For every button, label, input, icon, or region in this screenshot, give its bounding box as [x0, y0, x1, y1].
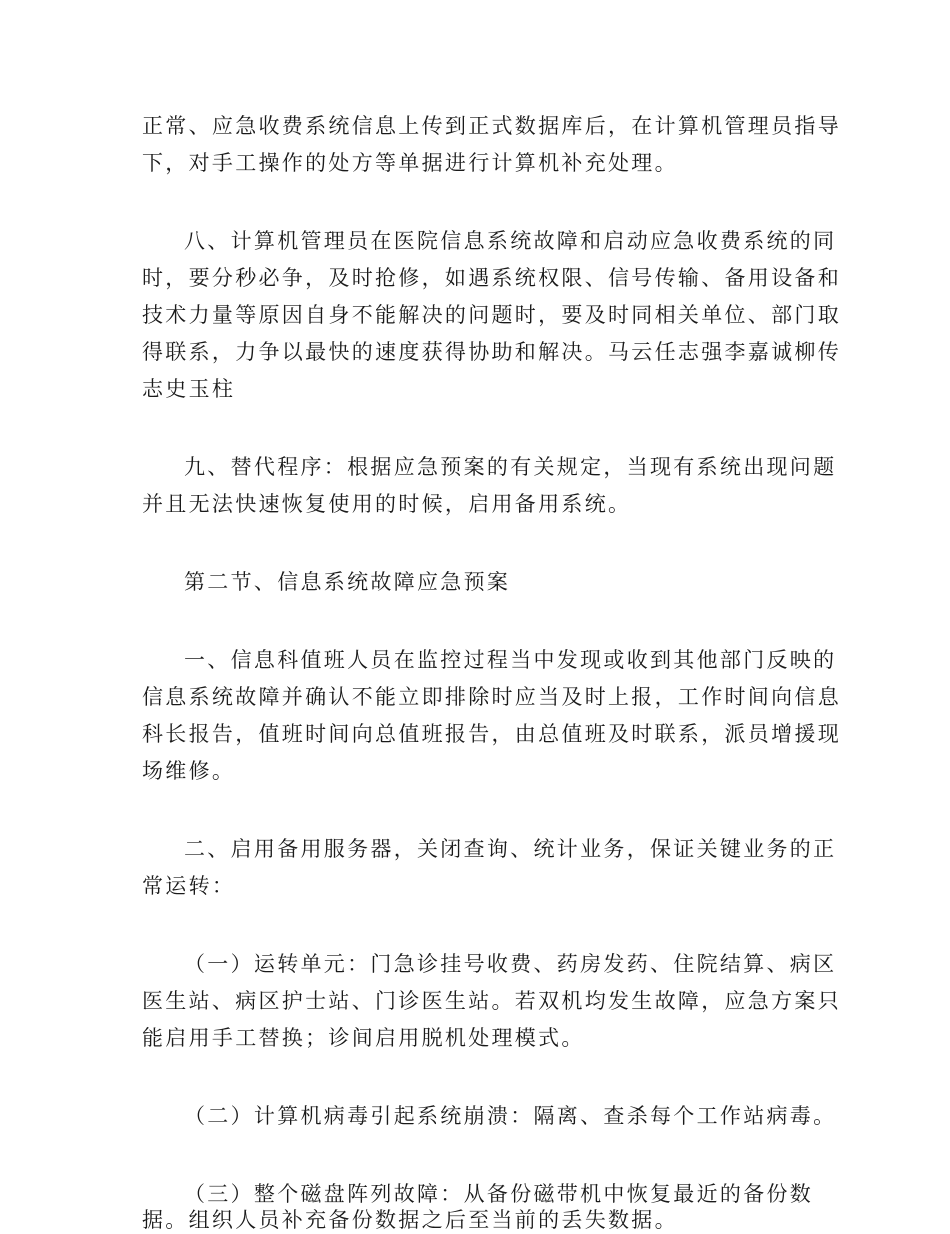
text-line: 一、信息科值班人员在监控过程当中发现或收到其他部门反映的	[184, 648, 837, 672]
text-line: 技术力量等原因自身不能解决的问题时，要及时同相关单位、部门取	[142, 303, 841, 327]
text-line: 下，对手工操作的处方等单据进行计算机补充处理。	[142, 151, 678, 175]
text-line: 场维修。	[142, 759, 236, 783]
text-line: （三）整个磁盘阵列故障：从备份磁带机中恢复最近的备份数	[184, 1182, 814, 1206]
text-line: （二）计算机病毒引起系统崩溃：隔离、查杀每个工作站病毒。	[184, 1104, 837, 1128]
text-line: 信息系统故障并确认不能立即排除时应当及时上报，工作时间向信息	[142, 685, 841, 709]
text-line: （一）运转单元：门急诊挂号收费、药房发药、住院结算、病区	[184, 952, 837, 976]
text-line: 并且无法快速恢复使用的时候，启用备用系统。	[142, 492, 632, 516]
text-line: 能启用手工替换；诊间启用脱机处理模式。	[142, 1026, 585, 1050]
text-line: 志史玉柱	[142, 377, 236, 401]
text-line: 正常、应急收费系统信息上传到正式数据库后，在计算机管理员指导	[142, 114, 841, 138]
text-line: 八、计算机管理员在医院信息系统故障和启动应急收费系统的同	[184, 229, 837, 253]
text-line: 据。组织人员补充备份数据之后至当前的丢失数据。	[142, 1208, 678, 1232]
text-line: 九、替代程序：根据应急预案的有关规定，当现有系统出现问题	[184, 455, 837, 479]
text-line: 常运转：	[142, 874, 236, 898]
text-line: 科长报告，值班时间向总值班报告，由总值班及时联系，派员增援现	[142, 722, 841, 746]
text-line: 医生站、病区护士站、门诊医生站。若双机均发生故障，应急方案只	[142, 989, 841, 1013]
text-line: 时，要分秒必争，及时抢修，如遇系统权限、信号传输、备用设备和	[142, 266, 841, 290]
section-heading: 第二节、信息系统故障应急预案	[184, 570, 511, 594]
text-line: 得联系，力争以最快的速度获得协助和解决。马云任志强李嘉诚柳传	[142, 340, 841, 364]
text-line: 二、启用备用服务器，关闭查询、统计业务，保证关键业务的正	[184, 837, 837, 861]
